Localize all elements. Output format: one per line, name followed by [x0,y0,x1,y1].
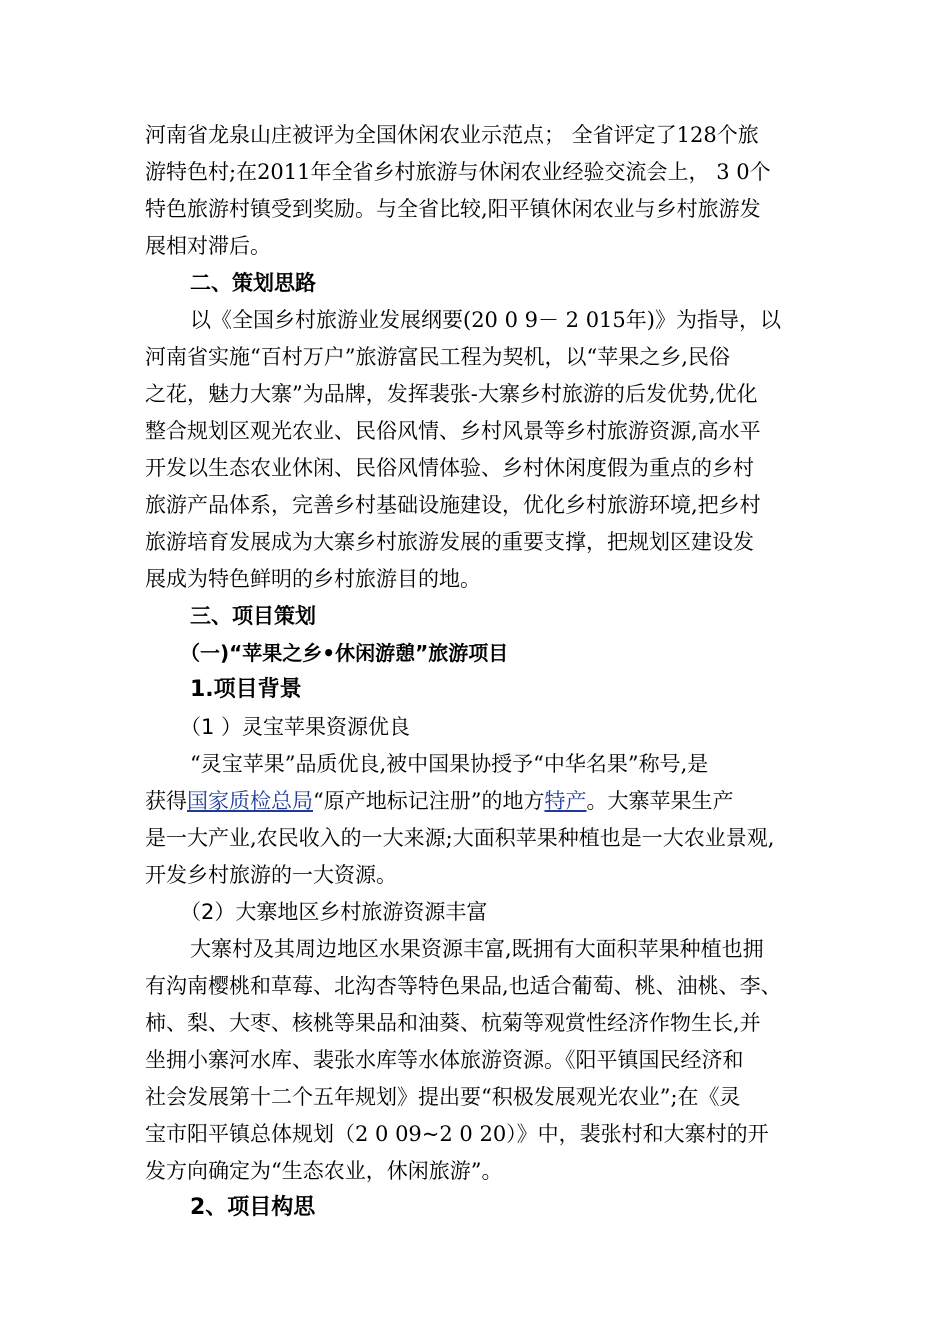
paragraph-line: 旅游培育发展成为大寨乡村旅游发展的重要支撑，把规划区建设发 [145,530,754,554]
paragraph-line: 河南省龙泉山庄被评为全国休闲农业示范点； 全省评定了128个旅 [145,123,759,147]
paragraph-line [145,785,733,817]
sub-item-heading: （2）大寨地区乡村旅游资源丰富 [180,900,488,924]
text-span: 获得 [145,789,187,813]
subsection-heading: （一)“苹果之乡•休闲游憩”旅游项目 [180,641,509,665]
item-heading: 1.项目背景 [190,677,302,702]
paragraph-line: 宝市阳平镇总体规划（2 0 09~2 0 20）》中，裴张村和大寨村的开 [145,1122,769,1146]
paragraph-line: “灵宝苹果”品质优良,被中国果协授予“中华名果”称号,是 [190,752,709,776]
paragraph-line: 有沟南樱桃和草莓、北沟杏等特色果品,也适合葡萄、桃、油桃、李、 [145,974,782,998]
text-span: “原产地标记注册”的地方 [313,789,545,813]
paragraph-line: 以《全国乡村旅游业发展纲要(20 0 9－ 2 015年)》为指导，以 [190,308,781,332]
section-heading: 三、项目策划 [190,603,316,628]
paragraph-line: 坐拥小寨河水库、裴张水库等水体旅游资源。《阳平镇国民经济和 [145,1048,744,1072]
paragraph-line: 整合规划区观光农业、民俗风情、乡村风景等乡村旅游资源,高水平 [145,419,761,443]
paragraph-line: 展相对滞后。 [145,234,271,258]
link-quality-bureau[interactable]: 国家质检总局 [187,789,313,813]
paragraph-line: 是一大产业,农民收入的一大来源;大面积苹果种植也是一大农业景观, [145,826,775,850]
paragraph-line: 展成为特色鲜明的乡村旅游目的地。 [145,567,481,591]
paragraph-line: 社会发展第十二个五年规划》提出要“积极发展观光农业”;在《灵 [145,1085,741,1109]
paragraph-line: 发方向确定为“生态农业，休闲旅游”。 [145,1159,503,1183]
sub-item-heading: （1 ）灵宝苹果资源优良 [180,715,411,739]
paragraph-line: 大寨村及其周边地区水果资源丰富,既拥有大面积苹果种植也拥 [190,937,764,961]
paragraph-line: 游特色村;在2011年全省乡村旅游与休闲农业经验交流会上， 3 0个 [145,160,771,184]
link-specialty[interactable]: 特产 [544,789,587,813]
paragraph-line: 开发以生态农业休闲、民俗风情体验、乡村休闲度假为重点的乡村 [145,456,754,480]
paragraph-line: 旅游产品体系，完善乡村基础设施建设，优化乡村旅游环境,把乡村 [145,493,761,517]
text-span: 。大寨苹果生产 [586,789,734,813]
paragraph-line: 之花，魅力大寨”为品牌，发挥裴张-大寨乡村旅游的后发优势,优化 [145,382,758,406]
paragraph-line: 特色旅游村镇受到奖励。与全省比较,阳平镇休闲农业与乡村旅游发 [145,197,761,221]
item-heading: 2、项目构思 [190,1195,316,1220]
paragraph-line: 柿、梨、大枣、核桃等果品和油葵、杭菊等观赏性经济作物生长,并 [145,1011,761,1035]
section-heading: 二、策划思路 [190,270,316,295]
paragraph-line: 河南省实施“百村万户”旅游富民工程为契机，以“苹果之乡,民俗 [145,345,730,369]
paragraph-line: 开发乡村旅游的一大资源。 [145,863,397,887]
